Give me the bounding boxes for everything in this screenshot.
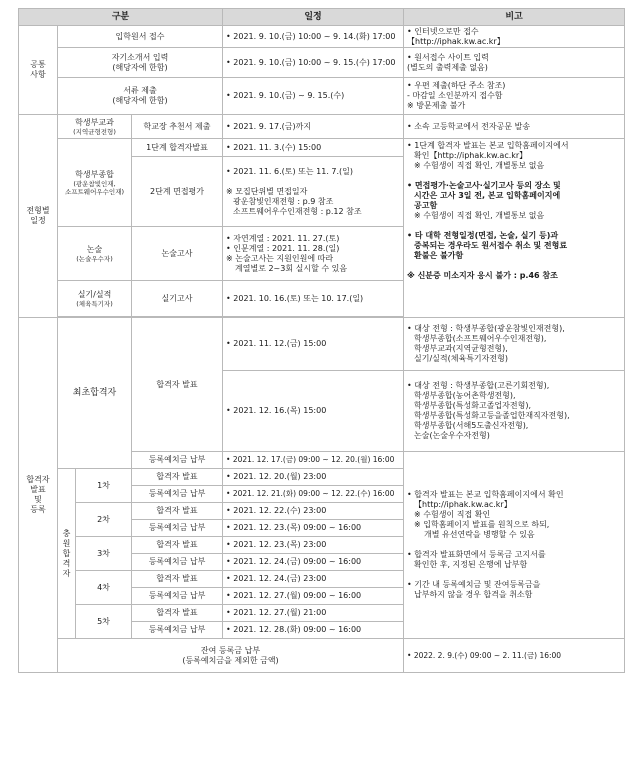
table-row — [19, 26, 625, 48]
schedule-practical-exam: • 2021. 10. 16.(토) 또는 10. 17.(일) — [223, 281, 404, 317]
step-essay-exam: 논술고사 — [132, 227, 223, 281]
round-4-announce: • 2021. 12. 24.(금) 23:00 — [223, 571, 404, 588]
round-1: 1차 — [76, 469, 132, 503]
round-3-announce: • 2021. 12. 23.(목) 23:00 — [223, 537, 404, 554]
schedule-recommendation: • 2021. 9. 17.(금)까지 — [223, 115, 404, 139]
round-5: 5차 — [76, 605, 132, 639]
additional-admits: 충 원 합 격 자 — [58, 469, 76, 639]
header-remarks: 비고 — [404, 9, 625, 26]
table-row — [19, 639, 625, 673]
table-row — [19, 139, 625, 157]
round-3: 3차 — [76, 537, 132, 571]
group-common: 공통 사항 — [19, 26, 58, 115]
final-announce-label: 합격자 발표 — [132, 318, 223, 452]
group-admission: 합격자 발표 및 등록 — [19, 318, 58, 673]
announce-label: 합격자 발표 — [132, 537, 223, 554]
common-schedule-essay: • 2021. 9. 10.(금) 10:00 ~ 9. 15.(수) 17:00 — [223, 48, 404, 78]
final-admits: 최초합격자 — [58, 318, 132, 469]
round-5-announce: • 2021. 12. 27.(월) 21:00 — [223, 605, 404, 622]
common-schedule-application: • 2021. 9. 10.(금) 10:00 ~ 9. 14.(화) 17:00 — [223, 26, 404, 48]
group-by-track: 전형별 일정 — [19, 115, 58, 318]
track-notes: • 1단계 합격자 발표는 본교 입학홈페이지에서 확인【http://iphak.kw.ac.kr】 ※ 수험생이 직접 확인, 개별통보 없음 • 면접평가·논술고사·실기고사 등의 장소 및 시간은 고사 3일 전, 본교 입학홈페이지에 공고함 ※ 수험생이 직접 확인, 개별통보 없음 • 타 대학 전형일정(면접, 논술, 실기 등)과 중복되는 경우라도 원서접수 취소 및 전형료 환불은 불가함 ※ 신분증 미소지자 응시 불가 : p.46 참조 — [404, 139, 625, 318]
header-row — [19, 9, 625, 26]
track-subject: 학생부교과 (지역균형전형) — [58, 115, 132, 139]
deposit-label: 등록예치금 납부 — [132, 554, 223, 571]
table-row — [19, 115, 625, 139]
admission-notes: • 합격자 발표는 본교 입학홈페이지에서 확인 【http://iphak.kw.ac.kr】 ※ 수험생이 직접 확인 ※ 입학홈페이지 발표를 원칙으로 하되, 개별 유선연락을 병행할 수 있음 • 합격자 발표화면에서 등록금 고지서를 확인한 후, 지정된 은행에 납부함 • 기간 내 등록예치금 및 잔여등록금을 납부하지 않을 경우 합격을 취소함 — [404, 452, 625, 639]
common-note-essay: • 원서접수 사이트 입력 (별도의 출력제출 없음) — [404, 48, 625, 78]
common-item-essay: 자기소개서 입력 (해당자에 한함) — [58, 48, 223, 78]
round-2-deposit: • 2021. 12. 23.(목) 09:00 ~ 16:00 — [223, 520, 404, 537]
table-row — [19, 48, 625, 78]
common-note-application: • 인터넷으로만 접수 【http://iphak.kw.ac.kr】 — [404, 26, 625, 48]
round-1-announce: • 2021. 12. 20.(월) 23:00 — [223, 469, 404, 486]
final-announce-1-schedule: • 2021. 11. 12.(금) 15:00 — [223, 318, 404, 371]
final-deposit-schedule: • 2021. 12. 17.(금) 09:00 ~ 12. 20.(월) 16:00 — [223, 452, 404, 469]
schedule-essay-exam: • 자연계열 : 2021. 11. 27.(토) • 인문계열 : 2021. 11. 28.(일) ※ 논술고사는 지원인원에 따라 계열별로 2~3회 실시할 수 있음 — [223, 227, 404, 281]
common-note-documents: • 우편 제출(하단 주소 참조) - 마감일 소인분까지 접수함 ※ 방문제출 불가 — [404, 78, 625, 115]
common-item-documents: 서류 제출 (해당자에 한함) — [58, 78, 223, 115]
final-announce-1-note: • 대상 전형 : 학생부종합(광운참빛인재전형), 학생부종합(소프트웨어우수인재전형), 학생부교과(지역균형전형), 실기/실적(체육특기자전형) — [404, 318, 625, 371]
final-announce-2-note: • 대상 전형 : 학생부종합(고른기회전형), 학생부종합(농어촌학생전형), 학생부종합(특성화고졸업자전형), 학생부종합(특성화고등을졸업한재직자전형), 학생부종합(서해5도출신자전형), 논술(논술우수자전형) — [404, 371, 625, 452]
balance-schedule: • 2022. 2. 9.(수) 09:00 ~ 2. 11.(금) 16:00 — [404, 639, 625, 673]
common-item-application: 입학원서 접수 — [58, 26, 223, 48]
deposit-label: 등록예치금 납부 — [132, 520, 223, 537]
deposit-label: 등록예치금 납부 — [132, 622, 223, 639]
step-first-stage: 1단계 합격자발표 — [132, 139, 223, 157]
announce-label: 합격자 발표 — [132, 605, 223, 622]
announce-label: 합격자 발표 — [132, 571, 223, 588]
round-4: 4차 — [76, 571, 132, 605]
balance-label: 잔여 등록금 납부 (등록예치금을 제외한 금액) — [58, 639, 404, 673]
step-interview: 2단계 면접평가 — [132, 157, 223, 227]
announce-label: 합격자 발표 — [132, 469, 223, 486]
schedule-first-stage: • 2021. 11. 3.(수) 15:00 — [223, 139, 404, 157]
track-essay: 논술 (논술우수자) — [58, 227, 132, 281]
header-category: 구분 — [19, 9, 223, 26]
round-2: 2차 — [76, 503, 132, 537]
round-4-deposit: • 2021. 12. 27.(월) 09:00 ~ 16:00 — [223, 588, 404, 605]
header-schedule: 일정 — [223, 9, 404, 26]
final-announce-2-schedule: • 2021. 12. 16.(목) 15:00 — [223, 371, 404, 452]
track-practical: 실기/실적 (체육특기자) — [58, 281, 132, 317]
track-comprehensive: 학생부종합 (광운참빛인재, 소프트웨어우수인재) — [58, 139, 132, 227]
round-3-deposit: • 2021. 12. 24.(금) 09:00 ~ 16:00 — [223, 554, 404, 571]
deposit-label: 등록예치금 납부 — [132, 588, 223, 605]
schedule-interview: • 2021. 11. 6.(토) 또는 11. 7.(일) ※ 모집단위별 면접일자 광운참빛인재전형 : p.9 참조 소프트웨어우수인재전형 : p.12 참조 — [223, 157, 404, 227]
round-2-announce: • 2021. 12. 22.(수) 23:00 — [223, 503, 404, 520]
announce-label: 합격자 발표 — [132, 503, 223, 520]
final-deposit-label: 등록예치금 납부 — [132, 452, 223, 469]
table-row — [19, 78, 625, 115]
common-schedule-documents: • 2021. 9. 10.(금) ~ 9. 15.(수) — [223, 78, 404, 115]
step-practical-exam: 실기고사 — [132, 281, 223, 317]
round-1-deposit: • 2021. 12. 21.(화) 09:00 ~ 12. 22.(수) 16:00 — [223, 486, 404, 503]
note-recommendation: • 소속 고등학교에서 전자공문 발송 — [404, 115, 625, 139]
table-row — [19, 318, 625, 371]
round-5-deposit: • 2021. 12. 28.(화) 09:00 ~ 16:00 — [223, 622, 404, 639]
step-recommendation: 학교장 추천서 제출 — [132, 115, 223, 139]
schedule-table — [18, 8, 625, 673]
deposit-label: 등록예치금 납부 — [132, 486, 223, 503]
